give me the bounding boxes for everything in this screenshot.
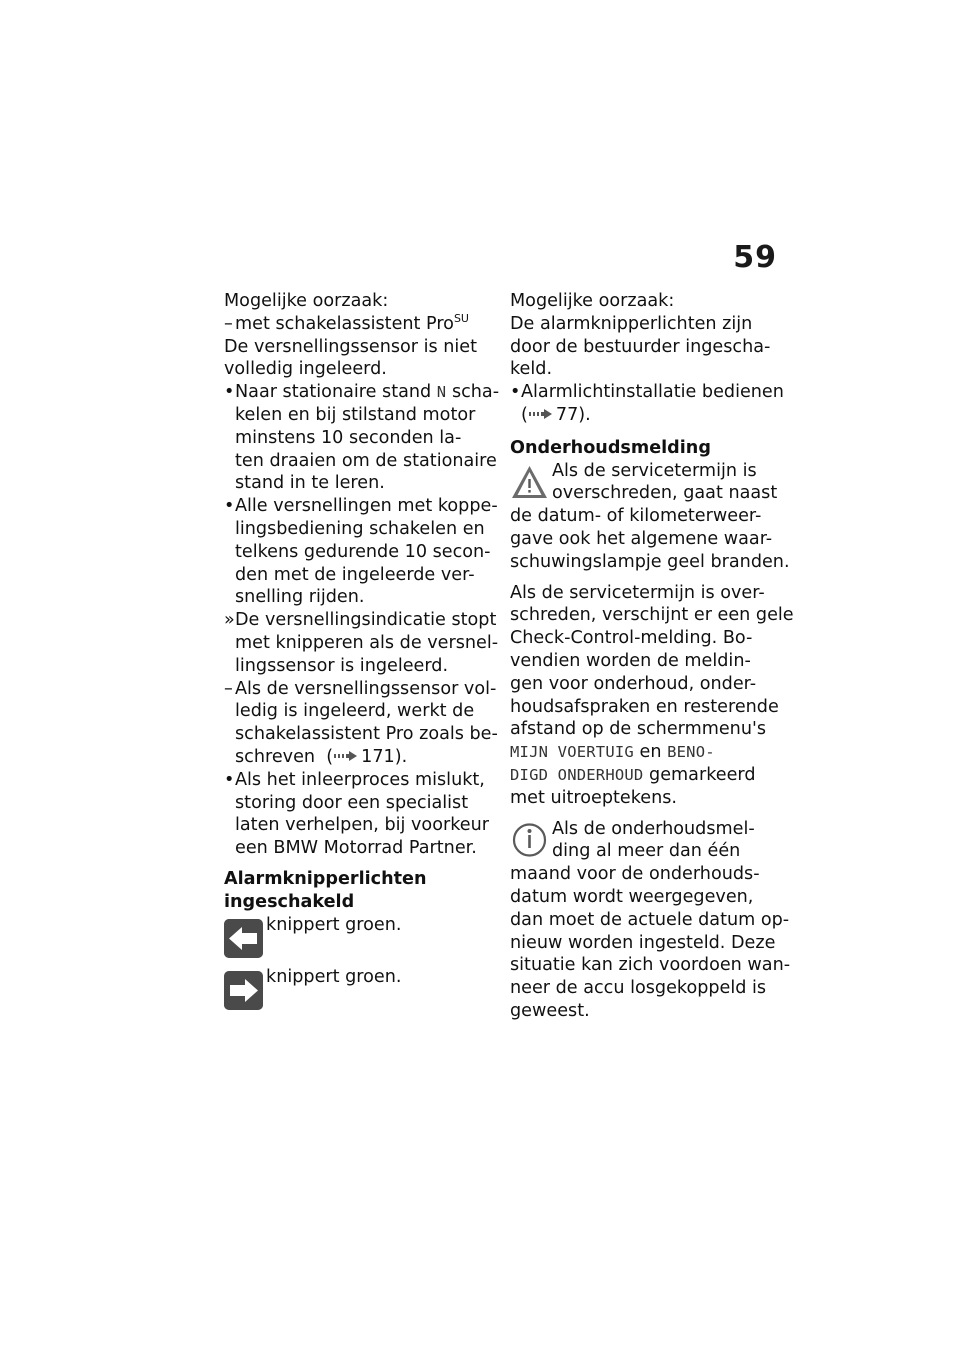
bullet-text: storing door een specialist bbox=[235, 792, 469, 813]
right-column bbox=[510, 290, 794, 1023]
bullet-text: scha- bbox=[451, 382, 500, 403]
bullet-marker: • bbox=[224, 382, 235, 403]
bullet-text: ( 77). bbox=[521, 404, 591, 425]
info-text: Als de onderhoudsmel- bbox=[552, 818, 755, 839]
menu-path-line bbox=[510, 741, 782, 764]
info-text: neer de accu losgekoppeld is bbox=[510, 978, 767, 999]
bullet-text: ten draaien om de stationaire bbox=[235, 450, 497, 471]
section-heading: Onderhoudsmelding bbox=[510, 437, 711, 458]
body-text: De versnellingssensor is niet bbox=[224, 336, 478, 357]
menu-name-my-vehicle: MIJN VOERTUIG bbox=[510, 743, 634, 762]
bullet-item bbox=[224, 495, 498, 518]
page-reference-arrow-icon bbox=[333, 751, 359, 761]
dash-text: ledig is ingeleerd, werkt de bbox=[235, 701, 475, 722]
heading-line: Alarmknipperlichten bbox=[224, 868, 427, 889]
body-text: vendien worden de meldin- bbox=[510, 650, 751, 671]
bullet-text: kelen en bij stilstand motor bbox=[235, 404, 476, 425]
cause-label: Mogelijke oorzaak: bbox=[224, 291, 389, 311]
info-block bbox=[510, 818, 791, 1023]
page-number: 59 bbox=[733, 240, 777, 275]
body-text: schreden, verschijnt er een gele bbox=[510, 605, 794, 626]
warning-text: de datum- of kilometerweer- bbox=[510, 506, 762, 527]
body-text: Check-Control-melding. Bo- bbox=[510, 628, 753, 649]
bullet-item bbox=[224, 769, 492, 792]
bullet-text: telkens gedurende 10 secon- bbox=[235, 541, 491, 562]
dash-marker: – bbox=[224, 313, 233, 334]
warning-block bbox=[510, 460, 790, 574]
result-text: met knipperen als de versnel- bbox=[235, 632, 499, 653]
info-icon bbox=[510, 820, 549, 859]
page-reference-arrow-icon bbox=[528, 409, 554, 419]
dash-text-part: schreven bbox=[235, 746, 316, 767]
body-text: gemarkeerd bbox=[649, 764, 756, 785]
info-text: ding al meer dan één bbox=[552, 841, 741, 862]
condition-text: met schakelassistent Pro bbox=[235, 313, 454, 334]
bullet-text: stand in te leren. bbox=[235, 473, 385, 494]
body-text: volledig ingeleerd. bbox=[224, 359, 387, 380]
turn-signal-right-icon bbox=[224, 971, 263, 1010]
section-heading bbox=[224, 868, 492, 914]
menu-name-service-required: BENO- bbox=[667, 743, 715, 762]
body-text: houdsafspraken en resterende bbox=[510, 696, 779, 717]
dash-text: Als de versnellingssensor vol- bbox=[235, 678, 497, 699]
result-text: De versnellingsindicatie stopt bbox=[235, 610, 497, 631]
info-text: geweest. bbox=[510, 1000, 590, 1021]
warning-text: schuwingslampje geel branden. bbox=[510, 551, 790, 572]
turn-right-text: knippert groen. bbox=[266, 966, 402, 987]
body-text: afstand op de schermmenu's bbox=[510, 719, 766, 740]
turn-signal-left-icon bbox=[224, 919, 263, 958]
option-code: SU bbox=[453, 311, 469, 325]
info-text: dan moet de actuele datum op- bbox=[510, 909, 790, 930]
info-text: nieuw worden ingesteld. Deze bbox=[510, 932, 776, 953]
body-text: met uitroeptekens. bbox=[510, 787, 678, 808]
bullet-text: Alarmlichtinstallatie bedienen bbox=[521, 382, 784, 403]
dash-text: schreven ( 171). bbox=[235, 746, 408, 767]
body-text: gen voor onderhoud, onder- bbox=[510, 673, 757, 694]
body-text: door de bestuurder ingescha- bbox=[510, 336, 771, 357]
turn-left-text: knippert groen. bbox=[266, 914, 402, 935]
result-marker: » bbox=[224, 610, 235, 631]
bullet-marker: • bbox=[510, 382, 521, 403]
bullet-text: snelling rijden. bbox=[235, 587, 365, 608]
warning-triangle-icon bbox=[510, 463, 549, 502]
menu-path-line bbox=[510, 764, 782, 787]
result-text: lingssensor is ingeleerd. bbox=[235, 655, 449, 676]
bullet-text: laten verhelpen, bij voorkeur bbox=[235, 815, 489, 836]
info-text: situatie kan zich voordoen wan- bbox=[510, 955, 791, 976]
body-text: en bbox=[639, 742, 662, 763]
dash-marker: – bbox=[224, 678, 233, 699]
page-reference[interactable]: 171). bbox=[361, 746, 408, 767]
turn-left-indicator-row bbox=[224, 914, 492, 966]
bullet-text: Alle versnellingen met koppe- bbox=[235, 496, 498, 517]
bullet-item bbox=[224, 381, 500, 404]
page-reference[interactable]: 77). bbox=[555, 404, 591, 425]
bullet-text: Als het inleerproces mislukt, bbox=[235, 769, 485, 790]
cause-label: Mogelijke oorzaak: bbox=[510, 291, 675, 311]
turn-right-indicator-row bbox=[224, 966, 492, 1018]
menu-name-service-required: DIGD ONDERHOUD bbox=[510, 765, 644, 784]
warning-text: gave ook het algemene waar- bbox=[510, 528, 773, 549]
bullet-text: den met de ingeleerde ver- bbox=[235, 564, 475, 585]
body-text: De alarmknipperlichten zijn bbox=[510, 313, 753, 334]
result-item bbox=[224, 609, 497, 632]
bullet-item bbox=[510, 381, 782, 404]
dash-text: schakelassistent Pro zoals be- bbox=[235, 724, 498, 745]
dash-item bbox=[224, 678, 497, 701]
bullet-text: Naar stationaire stand bbox=[235, 382, 432, 403]
bullet-text: lingsbediening schakelen en bbox=[235, 518, 485, 539]
warning-text: Als de servicetermijn is bbox=[552, 460, 757, 481]
body-text: keld. bbox=[510, 359, 553, 380]
bullet-marker: • bbox=[224, 769, 235, 790]
heading-line: ingeschakeld bbox=[224, 891, 355, 912]
info-text: datum wordt weergegeven, bbox=[510, 886, 754, 907]
warning-text: overschreden, gaat naast bbox=[552, 483, 778, 504]
bullet-text: minstens 10 seconden la- bbox=[235, 427, 462, 448]
bullet-text: een BMW Motorrad Partner. bbox=[235, 838, 477, 859]
left-column bbox=[224, 290, 500, 1018]
bullet-marker: • bbox=[224, 496, 235, 517]
info-text: maand voor de onderhouds- bbox=[510, 864, 760, 885]
display-text-neutral: N bbox=[436, 383, 447, 402]
condition-line bbox=[224, 313, 492, 336]
body-text: Als de servicetermijn is over- bbox=[510, 582, 765, 603]
